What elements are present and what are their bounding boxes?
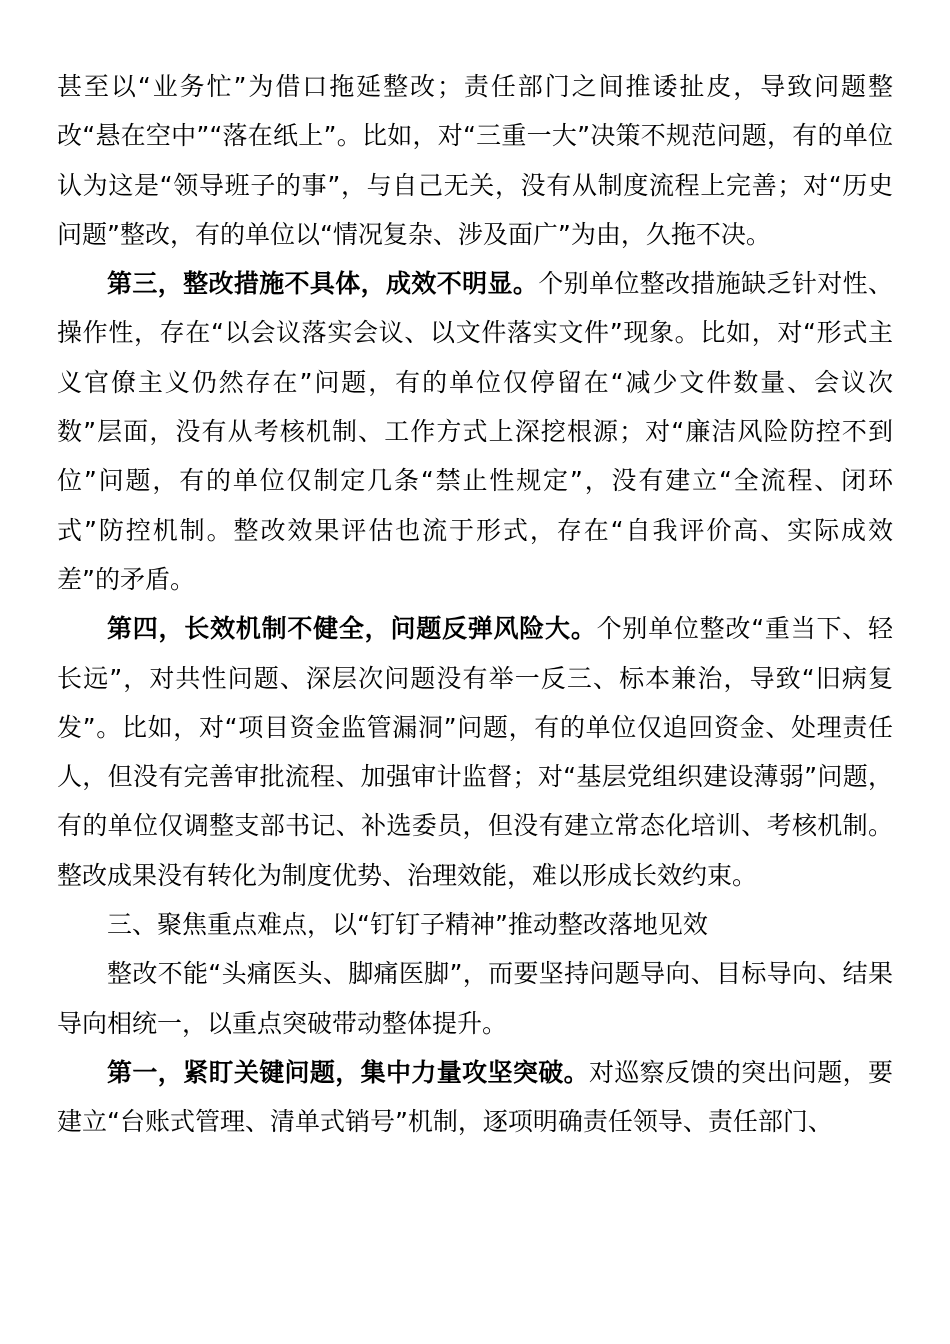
paragraph-text: 甚至以“业务忙”为借口拖延整改；责任部门之间推诿扯皮，导致问题整改“悬在空中”“落在纸上”。比如，对“三重一大”决策不规范问题，有的单位认为这是“领导班子的事”，与自己无关，没有从制度流程上完善；对“历史问题”整改，有的单位以“情况复杂、涉及面广”为由，久拖不决。	[57, 72, 893, 249]
paragraph-third-point	[57, 259, 893, 604]
paragraph-lead: 第四，长效机制不健全，问题反弹风险大。	[107, 614, 597, 644]
paragraph-text: 对巡察反馈的突出问题，要建立“台账式管理、清单式销号”机制，逐项明确责任领导、责任部门、	[57, 1057, 893, 1137]
document-body	[57, 62, 893, 1147]
paragraph-text: 个别单位整改“重当下、轻长远”，对共性问题、深层次问题没有举一反三、标本兼治，导致“旧病复发”。比如，对“项目资金监管漏洞”问题，有的单位仅追回资金、处理责任人，但没有完善审批流程、加强审计监督；对“基层党组织建设薄弱”问题，有的单位仅调整支部书记、补选委员，但没有建立常态化培训、考核机制。整改成果没有转化为制度优势、治理效能，难以形成长效约束。	[57, 614, 893, 890]
paragraph-section-intro	[57, 949, 893, 1048]
paragraph-text: 整改不能“头痛医头、脚痛医脚”，而要坚持问题导向、目标导向、结果导向相统一，以重点突破带动整体提升。	[57, 959, 893, 1038]
paragraph-first-point	[57, 1048, 893, 1147]
section-heading-text: 三、聚焦重点难点，以“钉钉子精神”推动整改落地见效	[107, 910, 708, 940]
section-heading-three	[57, 900, 893, 949]
paragraph-lead: 第一，紧盯关键问题，集中力量攻坚突破。	[107, 1057, 589, 1087]
paragraph-fourth-point	[57, 604, 893, 900]
paragraph-lead: 第三，整改措施不具体，成效不明显。	[107, 269, 539, 299]
paragraph-text: 个别单位整改措施缺乏针对性、操作性，存在“以会议落实会议、以文件落实文件”现象。比如，对“形式主义官僚主义仍然存在”问题，有的单位仅停留在“减少文件数量、会议次数”层面，没有从考核机制、工作方式上深挖根源；对“廉洁风险防控不到位”问题，有的单位仅制定几条“禁止性规定”，没有建立“全流程、闭环式”防控机制。整改效果评估也流于形式，存在“自我评价高、实际成效差”的矛盾。	[57, 269, 893, 594]
paragraph-continuation	[57, 62, 893, 259]
